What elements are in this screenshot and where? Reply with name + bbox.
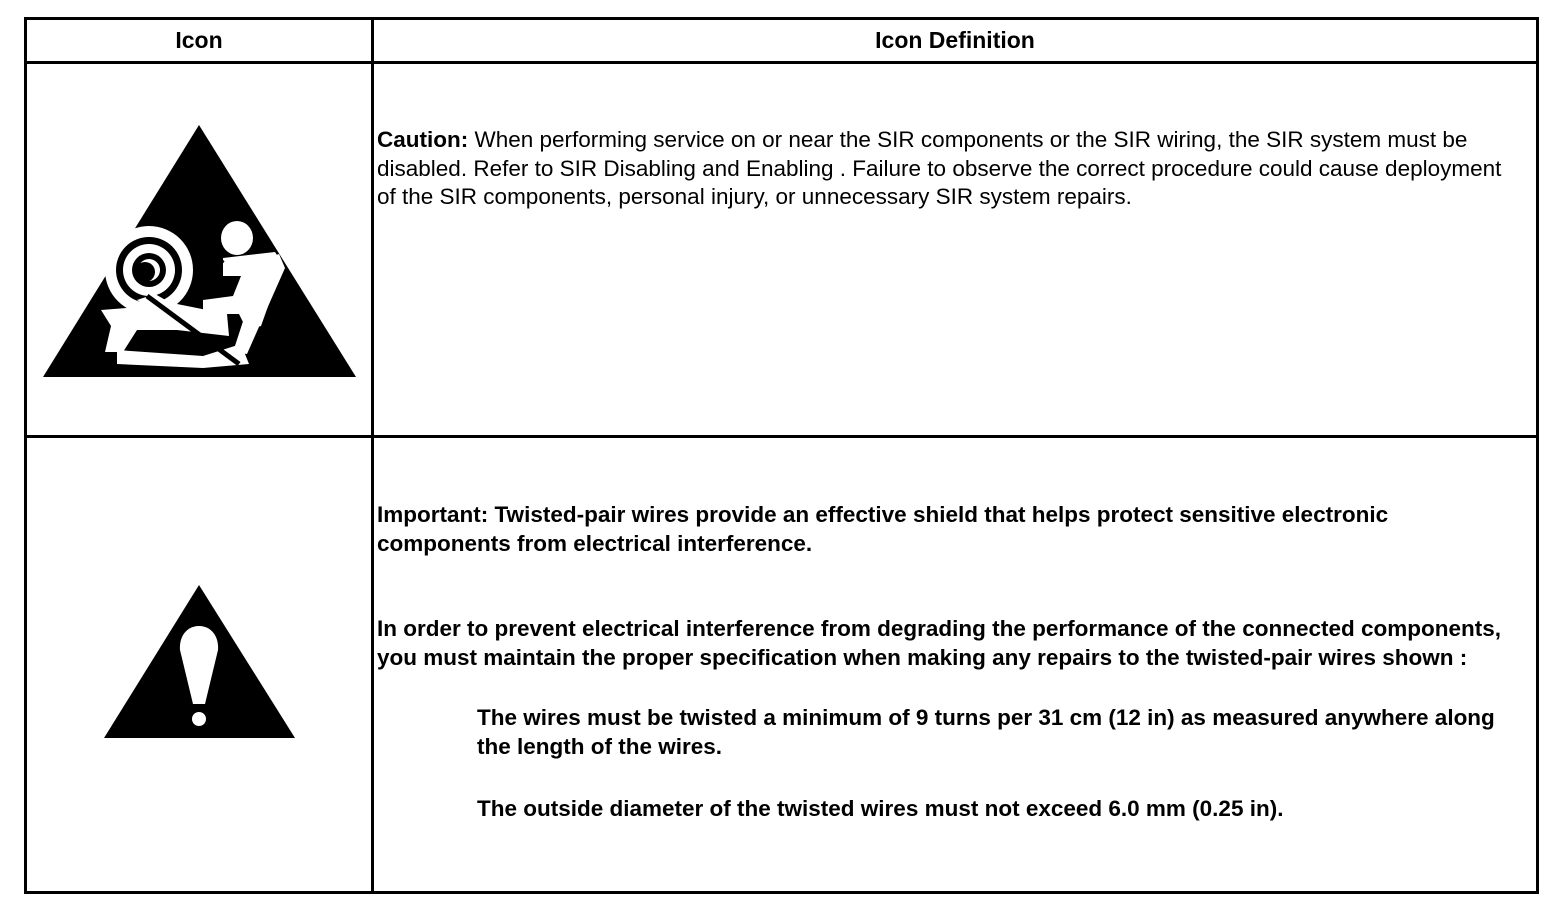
row-2-definition-cell (377, 501, 1518, 823)
row-1-definition-cell (377, 126, 1518, 212)
caution-label: Caution: (377, 127, 469, 152)
column-divider (371, 20, 374, 891)
caution-text: When performing service on or near the SIR components or the SIR wiring, the SIR system must be disabled. Refer to SIR Disabling and Enabling . Failure to observe the correct procedure could cause deployment of the SIR components, personal injury, or unnecessary SIR system repairs. (377, 127, 1502, 210)
spec-item-2: The outside diameter of the twisted wires must not exceed 6.0 mm (0.25 in). (477, 795, 1284, 821)
spec-item-1: The wires must be twisted a minimum of 9 turns per 31 cm (12 in) as measured anywhere along the length of the wires. (477, 705, 1495, 759)
important-note: Important: Twisted-pair wires provide an effective shield that helps protect sensitive electronic components from electrical interference. (377, 502, 1389, 556)
icon-definition-table (24, 17, 1539, 894)
header-icon: Icon (175, 27, 223, 53)
exclamation-warning-icon (27, 438, 371, 894)
sir-airbag-warning-icon (27, 64, 371, 435)
header-icon-definition: Icon Definition (875, 27, 1035, 53)
instruction-text: In order to prevent electrical interference from degrading the performance of the connected components, you must maintain the proper specification when making any repairs to the twisted-pair wires shown : (377, 616, 1501, 670)
row-1-icon-cell (27, 64, 371, 435)
row-2-icon-cell (27, 438, 371, 894)
